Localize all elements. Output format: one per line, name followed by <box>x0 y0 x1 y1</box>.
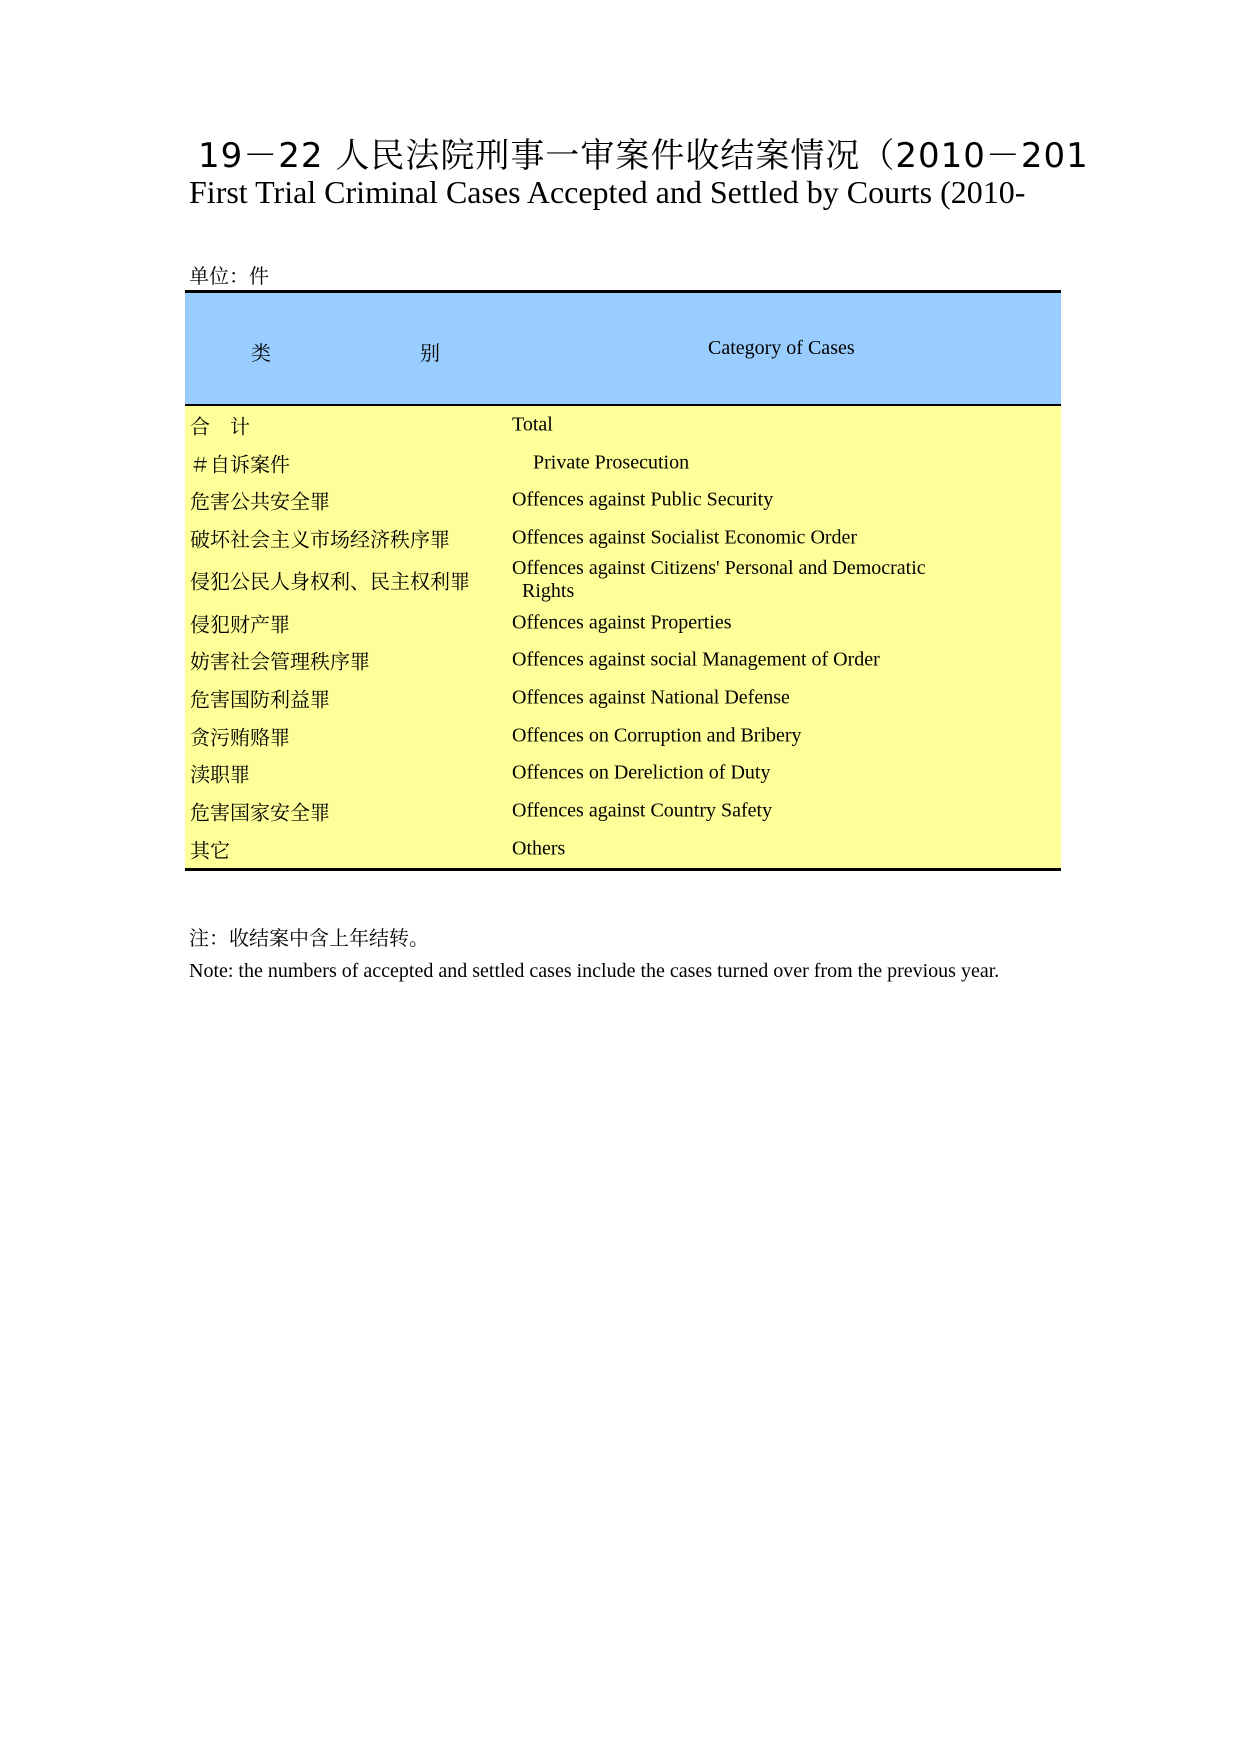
row-category-en-line1: Offences against Citizens' Personal and Democratic <box>512 557 926 580</box>
table-row <box>185 792 1061 830</box>
row-category-cn: 贪污贿赂罪 <box>190 727 290 750</box>
row-category-en: Offences on Corruption and Bribery <box>512 724 802 747</box>
row-category-cn: 侵犯财产罪 <box>190 614 290 637</box>
table-row <box>185 641 1061 679</box>
header-cn-category-b: 别 <box>420 343 440 365</box>
table-row <box>185 830 1061 868</box>
row-category-cn: ＃自诉案件 <box>190 454 290 477</box>
row-category-en: Private Prosecution <box>533 451 690 474</box>
row-category-cn: 破坏社会主义市场经济秩序罪 <box>190 529 450 552</box>
row-category-cn: 其它 <box>190 840 230 863</box>
table-row <box>185 557 1061 604</box>
row-category-cn: 危害国家安全罪 <box>190 802 330 825</box>
row-category-en: Offences against Properties <box>512 611 732 634</box>
row-category-en: Offences against Country Safety <box>512 799 773 822</box>
row-category-en-line2: Rights <box>522 580 575 603</box>
note-english: Note: the numbers of accepted and settled cases include the cases turned over from the previous year. <box>189 960 1000 982</box>
note-chinese: 注：收结案中含上年结转。 <box>189 928 429 950</box>
header-cn-category-a: 类 <box>251 343 271 365</box>
row-category-en: Offences against social Management of Order <box>512 648 880 671</box>
table-header <box>185 293 1061 406</box>
row-category-cn: 合 计 <box>190 416 250 439</box>
table-row <box>185 444 1061 482</box>
row-category-cn: 危害公共安全罪 <box>190 491 330 514</box>
unit-label: 单位：件 <box>189 266 269 288</box>
row-category-en: Offences against Public Security <box>512 488 774 511</box>
row-category-cn: 危害国防利益罪 <box>190 689 330 712</box>
title-chinese: 19－22 人民法院刑事一审案件收结案情况（2010－201 <box>198 136 1089 176</box>
table-row <box>185 604 1061 642</box>
table-row <box>185 717 1061 755</box>
table-row <box>185 481 1061 519</box>
row-category-cn: 侵犯公民人身权利、民主权利罪 <box>190 571 470 594</box>
table-row <box>185 519 1061 557</box>
row-category-cn: 妨害社会管理秩序罪 <box>190 651 370 674</box>
row-category-en: Offences on Dereliction of Duty <box>512 761 771 784</box>
title-english: First Trial Criminal Cases Accepted and Settled by Courts (2010- <box>189 174 1026 210</box>
row-category-en: Offences against National Defense <box>512 686 790 709</box>
row-category-en: Others <box>512 837 566 860</box>
row-category-cn: 渎职罪 <box>190 764 250 787</box>
table-row <box>185 755 1061 793</box>
table-row <box>185 679 1061 717</box>
row-category-en <box>512 557 926 603</box>
header-en-category: Category of Cases <box>708 337 855 359</box>
cases-table <box>185 290 1061 871</box>
row-category-en: Total <box>512 413 553 436</box>
table-row <box>185 406 1061 444</box>
row-category-en: Offences against Socialist Economic Order <box>512 526 858 549</box>
